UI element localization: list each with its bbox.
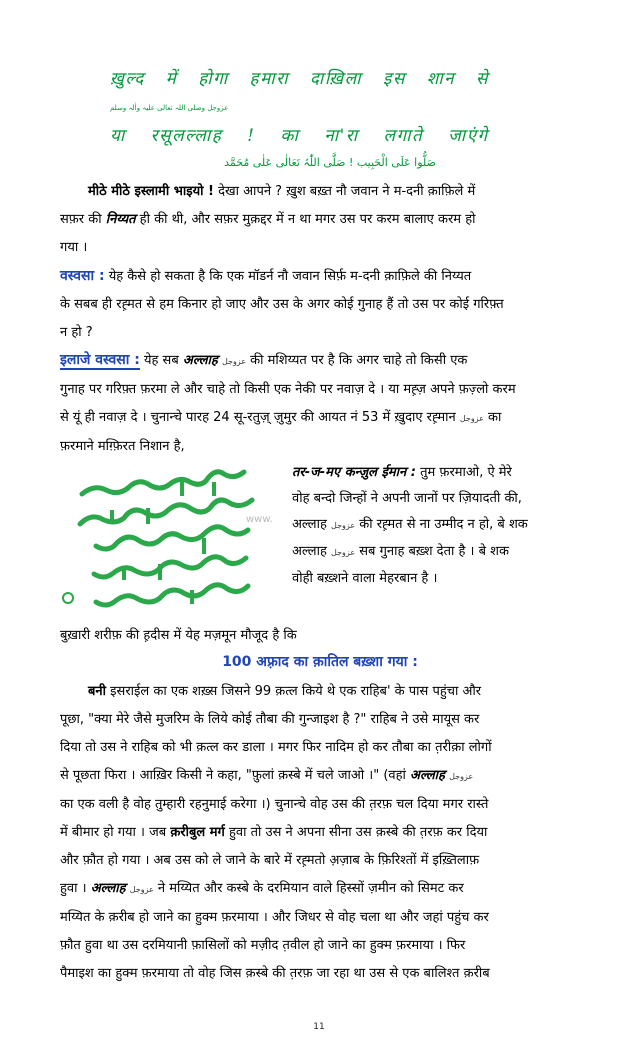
ilaj-paragraph	[60, 346, 580, 461]
intro-line2b: ही की थी, और सफ़र मुक़द्दर में न था मगर उस पर करम बालाए करम हो	[135, 212, 476, 227]
story-line6a: में बीमार हो गया । जब	[60, 825, 171, 840]
salawat-line: صَلُّوا عَلَی الْحَبِیب ! صَلَّی اللّٰہُ تَعَالٰی عَلٰی مُحَمَّد	[224, 156, 436, 169]
ilaj-line4: फ़रमाने मग़्फ़िरत निशान है,	[60, 439, 185, 454]
translation-line4: सब गुनाह बख़्श देता है । बे शक	[355, 544, 509, 559]
intro-lead: मीठे मीठे इस्लामी भाइयो !	[88, 184, 214, 199]
waswasa-label: वस्वसा :	[60, 268, 105, 284]
azza-honorific: عزوجل	[221, 357, 246, 366]
story-paragraph	[60, 678, 580, 988]
intro-line2a: सफ़र की	[60, 212, 106, 227]
story-line3: दिया तो उस ने राहिब को भी क़त्ल कर डाला । मगर फिर नादिम हो कर तौबा का त़रीक़ा लोगों	[60, 740, 492, 755]
poem-line-1: ख़ुल्द में होगा हमारा दाख़िला इस शान से	[110, 69, 490, 89]
watermark-text: www.	[246, 514, 273, 525]
poem-line-2: या रसूलल्लाह ! का ना'रा लगाते जाएंगे	[110, 126, 489, 146]
azza-honorific: عزوجل	[331, 548, 356, 557]
allah-word: अल्लाह	[182, 353, 218, 368]
waswasa-line1: येह कैसे हो सकता है कि एक मॉडर्न नौ जवान सिर्फ़ म-दनी क़ाफ़िले की निय्यत	[104, 269, 472, 284]
translation-line5: वोही बख़्शने वाला मेहरबान है ।	[292, 571, 438, 586]
waswasa-paragraph	[60, 262, 580, 347]
story-allah-1: अल्लाह	[410, 768, 445, 783]
niyyat-word: निय्यत	[105, 212, 136, 227]
quran-verse-calligraphy	[62, 460, 262, 610]
ilaj-line3b: का	[483, 410, 502, 425]
story-allah-2: अल्लाह	[90, 881, 126, 896]
story-line5: का एक वली है वोह तुम्हारी रहनुमाई करेगा ।) चुनान्चे वोह उस की त़रफ़ चल दिया मगर रास्ते	[60, 797, 489, 812]
azza-honorific: عزوجل	[459, 414, 484, 423]
waswasa-line2: के सबब ही रह़्मत से हम किनार हो जाए और उस के अगर कोई गुनाह हैं तो उस पर कोई गरिफ़्त	[60, 297, 504, 312]
translation-allah-2: अल्लाह	[292, 544, 327, 559]
honorific-arabic-small: عزوجل وصلی اللہ تعالی علیہ واٰلہ وسلم	[110, 104, 229, 112]
qaribul-marg: क़रीबुल मर्ग	[170, 825, 225, 840]
story-line10: फ़ौत हुवा था उस दरमियानी फ़ासिलों को मज़ीद त़वील हो जाने का हुक्म फ़रमाया । फिर	[60, 938, 466, 953]
translation-label: तर-ज-मए कन्ज़ुल ईमान :	[292, 465, 416, 480]
ilaj-line2: गुनाह पर गरिफ़्त फ़रमा ले और चाहे तो किसी एक नेकी पर नवाज़ दे । या मह़्ज़ अपने फ़ज़्लो करम	[60, 382, 516, 397]
ilaj-line1a: येह सब	[139, 353, 183, 368]
story-line2: पूछा, "क्या मेरे जैसे मुजरिम के लिये कोई तौबा की गुन्जाइश है ?" राहिब ने उसे मायूस कर	[60, 712, 480, 727]
story-line8b: ने मय्यित और कस्बे के दरमियान वाले हिस्सों ज़मीन को सिमट कर	[153, 881, 464, 896]
story-line1: इसराईल का एक शख़्स जिसने 99 क़त्ल किये थे एक राहिब' के पास पहुंचा और	[106, 684, 482, 699]
intro-line1: देखा आपने ? ख़ुश बख़्त नौ जवान ने म-दनी क़ाफ़िले में	[213, 184, 476, 199]
story-bani: बनी	[88, 684, 107, 699]
waswasa-line3: न हो ?	[60, 325, 93, 340]
bukhari-line: बुख़ारी शरीफ़ की ह़दीस में येह मज़मून मौजूद है कि	[60, 628, 297, 643]
quran-calligraphy-image	[62, 460, 262, 610]
story-line6b: हुवा तो उस ने अपना सीना उस क़स्बे की त़रफ़ कर दिया	[224, 825, 488, 840]
translation-line1: तुम फ़रमाओ, ऐ मेरे	[415, 465, 512, 480]
story-line4: से पूछता फिरा । आख़िर किसी ने कहा, "फ़ुलां क़स्बे में चले जाओ ।" (वहां	[60, 768, 411, 783]
story-line8a: हुवा ।	[60, 881, 91, 896]
translation-allah-1: अल्लाह	[292, 517, 327, 532]
ilaj-label: इलाजे वस्वसा :	[60, 352, 140, 368]
translation-line2: वोह बन्दो जिन्हों ने अपनी जानों पर ज़ियादती की,	[292, 491, 522, 506]
azza-honorific: عزوجل	[449, 772, 474, 781]
page-number: 11	[313, 1022, 325, 1032]
story-line7: और फ़ौत हो गया । अब उस को ले जाने के बारे में रह़्मतो अ़ज़ाब के फ़िरिश्तों में इख़्तिलाफ़	[60, 853, 480, 868]
translation-block	[292, 460, 580, 592]
story-line11: पैमाइश का हुक्म फ़रमाया तो वोह जिस क़स्बे की त़रफ़ जा रहा था उस से एक बालिश्त क़रीब	[60, 966, 490, 981]
azza-honorific: عزوجل	[129, 885, 154, 894]
azza-honorific: عزوجل	[331, 521, 356, 530]
intro-line3: गया ।	[60, 240, 88, 255]
story-line9: मय्यित के क़रीब हो जाने का हुक्म फ़रमाया । और जिधर से वोह चला था और जहां पहुंच कर	[60, 910, 489, 925]
ilaj-line1b: की मशिय्यत पर है कि अगर चाहे तो किसी एक	[246, 353, 468, 368]
ilaj-line3a: से यूं ही नवाज़ दे । चुनान्चे पारह 24 सू-रतुज़् ज़ुमुर की आयत नं 53 में ख़ुदाए रह़्मान	[60, 410, 460, 425]
translation-line3: की रह़्मत से ना उम्मीद न हो, बे शक	[355, 517, 528, 532]
intro-paragraph	[60, 178, 580, 262]
section-title: 100 अफ़्राद का क़ातिल बख़्शा गया :	[222, 654, 418, 670]
